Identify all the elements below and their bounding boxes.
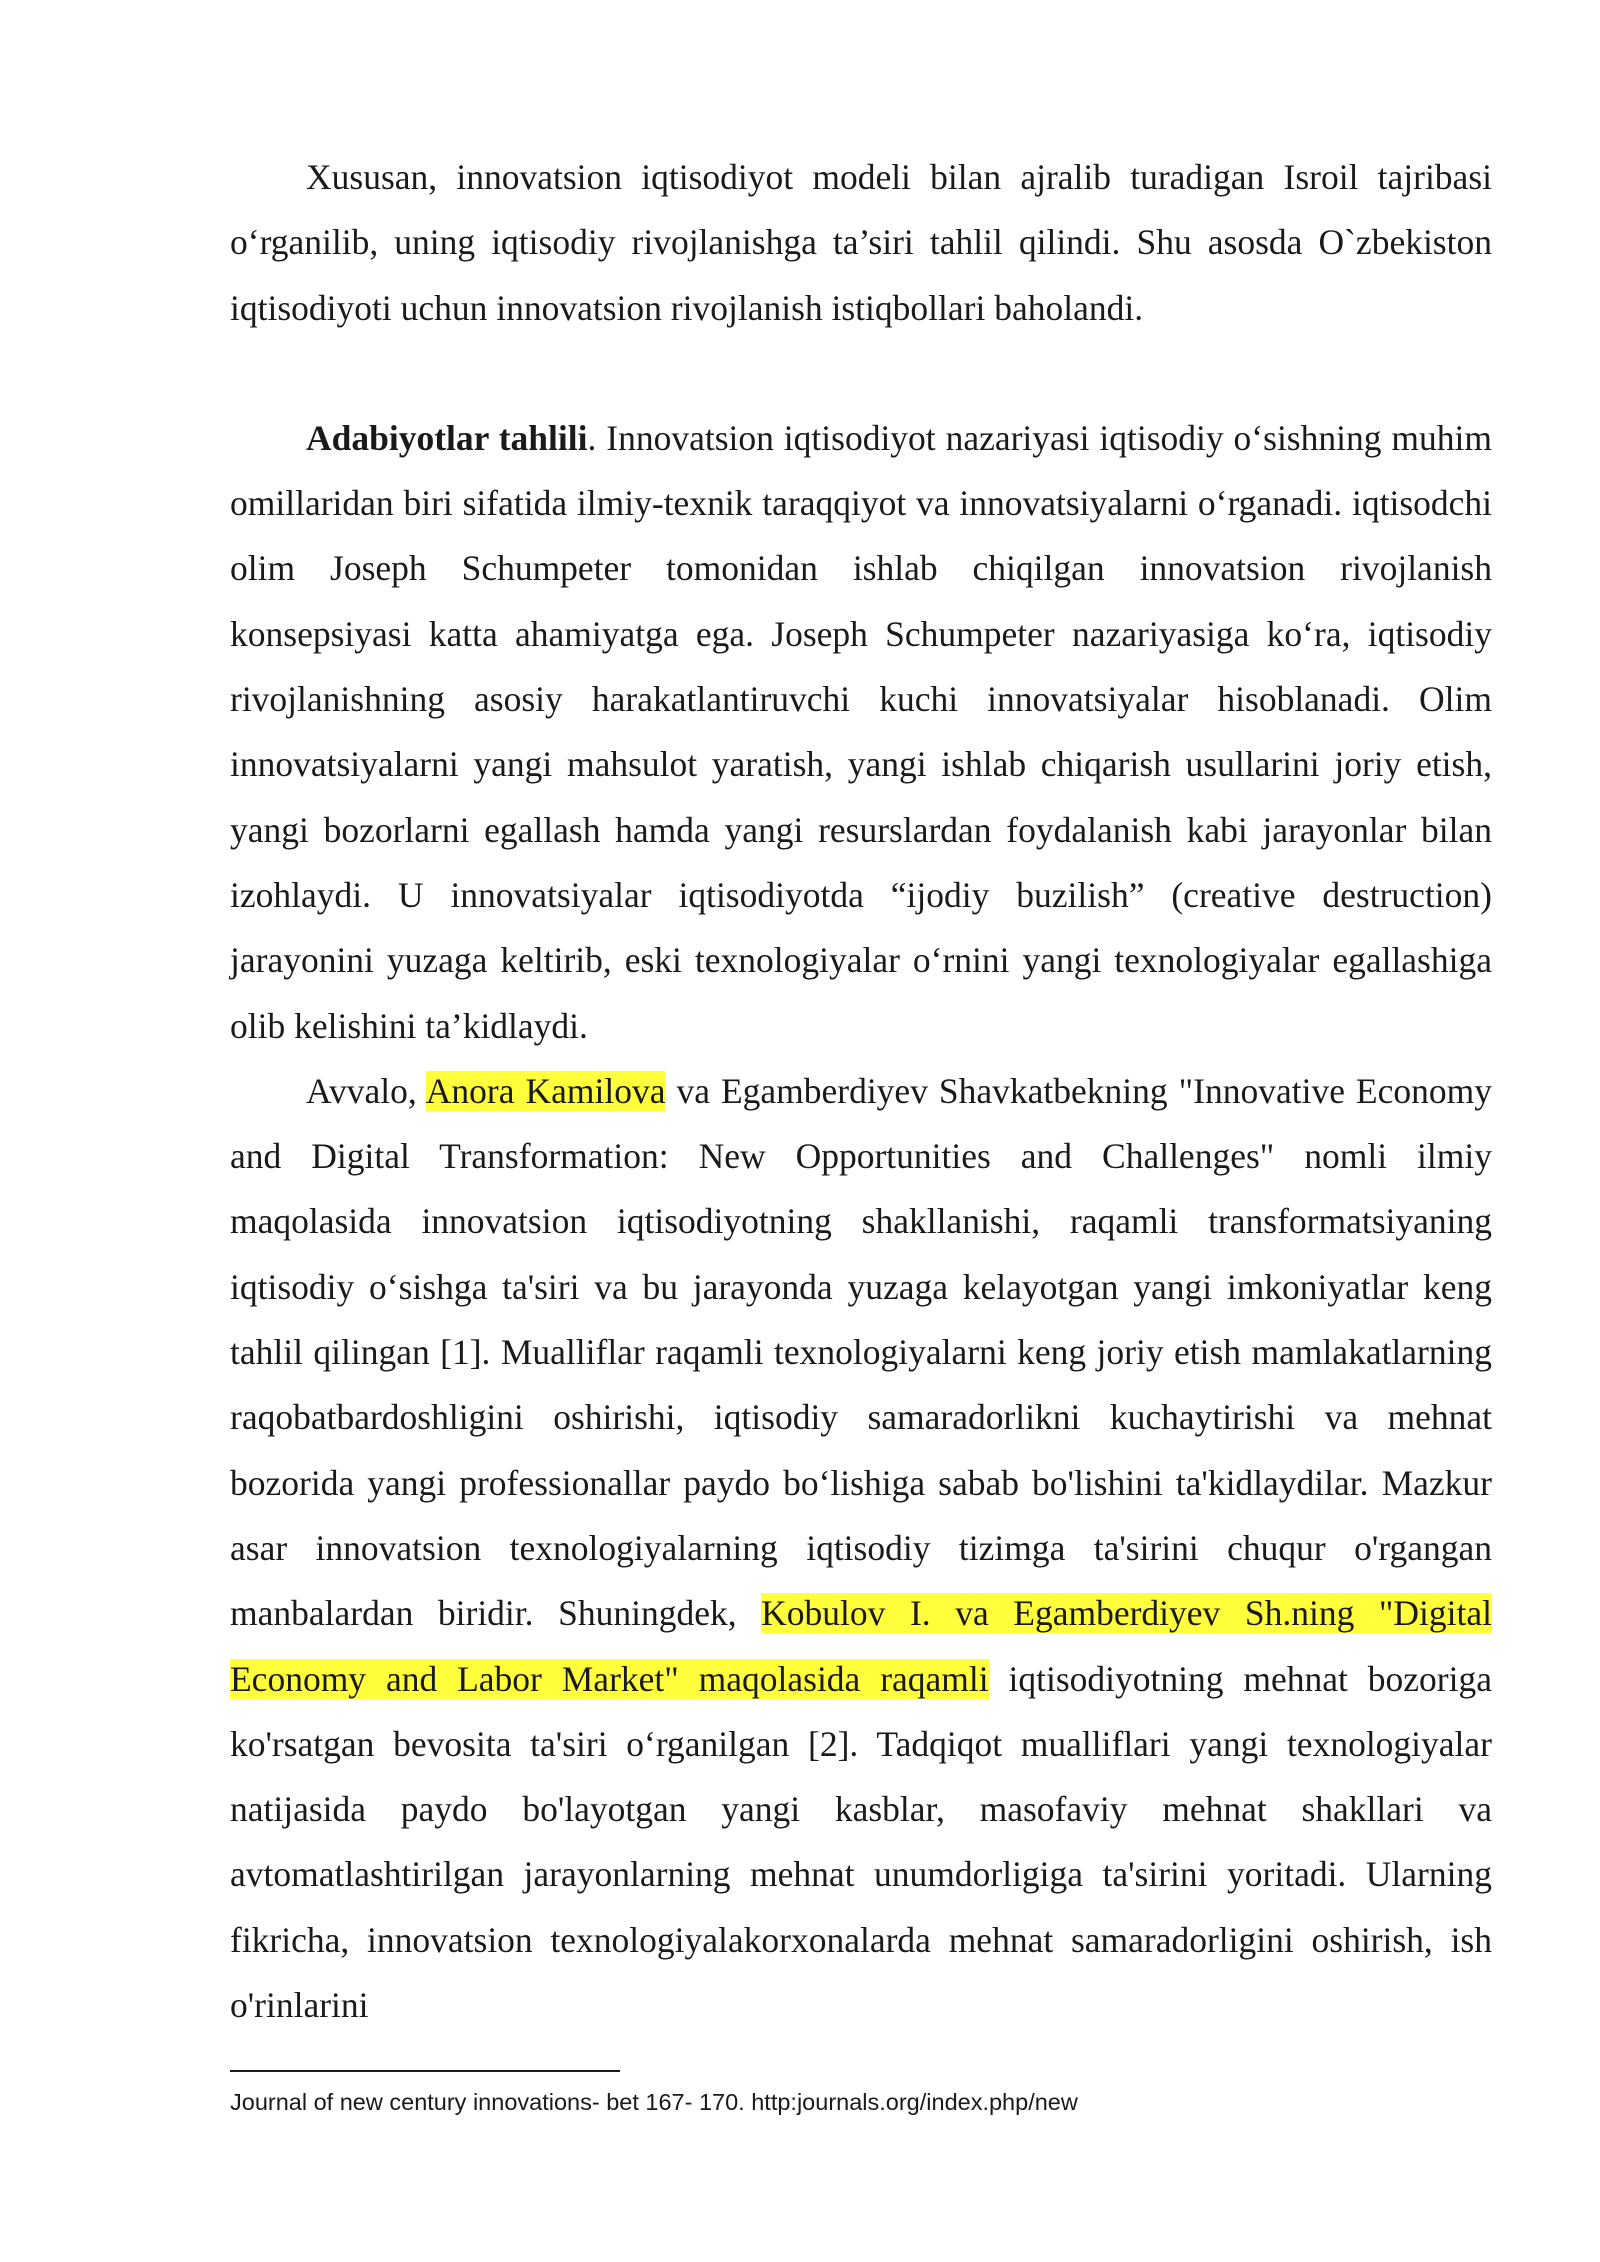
- highlighted-author-name: Anora Kamilova: [425, 1070, 666, 1111]
- highlighted-citation: Kobulov I. va Egamberdiyev Sh.ning "Digital Economy and Labor Market" maqolasida raqamli: [230, 1593, 1492, 1699]
- literature-review-paragraph: [230, 406, 1492, 1059]
- section-heading: Adabiyotlar tahlili: [306, 417, 588, 458]
- intro-paragraph: [230, 145, 1492, 341]
- avvalo-start-text: Avvalo,: [306, 1070, 426, 1111]
- footnote-separator: [230, 2070, 620, 2072]
- paragraph-gap: [230, 341, 1492, 406]
- authors-review-paragraph: [230, 1059, 1492, 2038]
- authors-review-end-text: iqtisodiyotning mehnat bozoriga ko'rsatgan bevosita ta'siri o‘rganilgan [2]. Tadqiqot mualliflari yangi texnologiyalar natijasida paydo bo'layotgan yangi kasblar, masofaviy mehnat shakllari va avtomatlashtirilgan jarayonlarning mehnat unumdorligiga ta'sirini yoritadi. Ularning fikricha, innovatsion texnologiyalakorxonalarda mehnat samaradorligini oshirish, ish o'rinlarini: [230, 1658, 1492, 2026]
- footnote: Journal of new century innovations- bet 167- 170. http:journals.org/index.php/new: [230, 2089, 1078, 2115]
- literature-review-text: . Innovatsion iqtisodiyot nazariyasi iqtisodiy o‘sishning muhim omillaridan biri sifatida ilmiy-texnik taraqqiyot va innovatsiyalarni o‘rganadi. iqtisodchi olim Joseph Schumpeter tomonidan ishlab chiqilgan innovatsion rivojlanish konsepsiyasi katta ahamiyatga ega. Joseph Schumpeter nazariyasiga ko‘ra, iqtisodiy rivojlanishning asosiy harakatlantiruvchi kuchi innovatsiyalar hisoblanadi. Olim innovatsiyalarni yangi mahsulot yaratish, yangi ishlab chiqarish usullarini joriy etish, yangi bozorlarni egallash hamda yangi resurslardan foydalanish kabi jarayonlar bilan izohlaydi. U innovatsiyalar iqtisodiyotda “ijodiy buzilish” (creative destruction) jarayonini yuzaga keltirib, eski texnologiyalar o‘rnini yangi texnologiyalar egallashiga olib kelishini ta’kidlaydi.: [230, 417, 1492, 1046]
- document-page: [230, 145, 1492, 2038]
- intro-text: Xususan, innovatsion iqtisodiyot modeli bilan ajralib turadigan Isroil tajribasi o‘rganilib, uning iqtisodiy rivojlanishga ta’siri tahlil qilindi. Shu asosda O`zbekiston iqtisodiyoti uchun innovatsion rivojlanish istiqbollari baholandi.: [230, 157, 1492, 328]
- authors-review-text: va Egamberdiyev Shavkatbekning "Innovative Economy and Digital Transformation: New Opportunities and Challenges" nomli ilmiy maqolasida innovatsion iqtisodiyotning shakllanishi, raqamli transformatsiyaning iqtisodiy o‘sishga ta'siri va bu jarayonda yuzaga kelayotgan yangi imkoniyatlar keng tahlil qilingan [1]. Mualliflar raqamli texnologiyalarni keng joriy etish mamlakatlarning raqobatbardoshligini oshirishi, iqtisodiy samaradorlikni kuchaytirishi va mehnat bozorida yangi professionallar paydo bo‘lishiga sabab bo'lishini ta'kidlaydilar. Mazkur asar innovatsion texnologiyalarning iqtisodiy tizimga ta'sirini chuqur o'rgangan manbalardan biridir. Shuningdek,: [230, 1070, 1492, 1634]
